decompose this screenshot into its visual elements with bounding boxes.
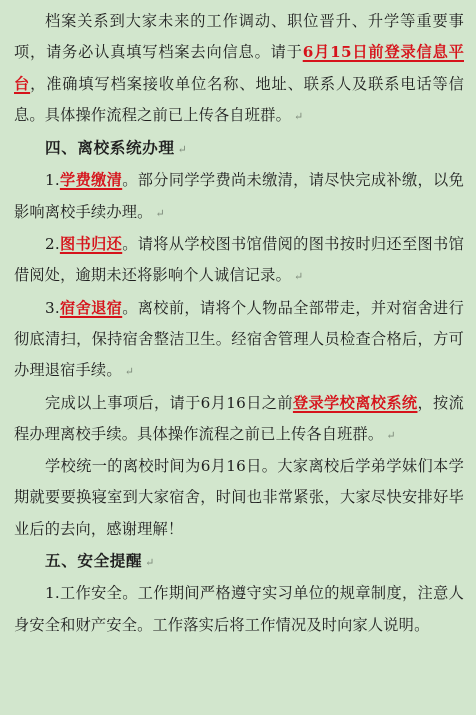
item-library [14,229,464,293]
paragraph-mark-icon: ↵ [386,428,396,442]
tuition-highlight: 学费缴清 [59,171,123,190]
item-text: 。离校前，请将个人物品全部带走，并对宿舍进行彻底清扫，保持宿舍整洁卫生。经宿舍管理人员检查合格后，方可办理退宿手续。 [14,298,464,380]
paragraph-mark-icon: ↵ [177,143,188,157]
paragraph-mark-icon: ↵ [293,109,304,123]
archive-deadline-highlight: 6月15日前登录信息平台 [14,43,464,93]
leaving-time-paragraph [14,451,464,545]
section-heading-leaving-system: 四、离校系统办理 ↵ [45,138,188,158]
item-text: 。部分同学学费尚未缴清，请尽快完成补缴，以免影响离校手续办理。 [14,171,464,221]
complete-text-end: ，按流程办理离校手续。具体操作流程之前已上传各自班群。 [14,393,465,443]
library-highlight: 图书归还 [59,235,123,254]
section-heading-safety: 五、安全提醒 ↵ [45,551,155,571]
leaving-system-highlight: 登录学校离校系统 [292,393,418,412]
archive-text-end: ，准确填写档案接收单位名称、地址、联系人及联系电话等信息。具体操作流程之前已上传各自班群。 [14,74,465,124]
safety-item-work [14,578,464,641]
item-number: 2. [45,235,60,254]
leaving-time-text: 学校统一的离校时间为6月16日。大家离校后学弟学妹们本学期就要要换寝室到大家宿舍，时间也非常紧张，大家尽快安排好毕业后的去向，感谢理解！ [14,457,464,538]
item-number: 1. [45,171,60,190]
paragraph-mark-icon: ↵ [155,206,165,220]
complete-paragraph [14,388,464,452]
item-number: 3. [45,298,60,317]
item-text: 工作安全。工作期间严格遵守实习单位的规章制度，注意人身安全和财产安全。工作落实后将工作情况及时向家人说明。 [14,584,464,634]
complete-text-start: 完成以上事项后，请于6月16日之前 [45,393,293,412]
paragraph-mark-icon: ↵ [293,270,304,284]
archive-text-start: 档案关系到大家未来的工作调动、职位晋升、升学等重要事项，请务必认真填写档案去向信息。请于 [14,12,464,62]
paragraph-mark-icon: ↵ [145,556,155,570]
archive-paragraph [14,6,464,132]
item-number: 1. [45,584,60,603]
item-tuition [14,165,464,229]
paragraph-mark-icon: ↵ [124,365,135,379]
item-text: 。请将从学校图书馆借阅的图书按时归还至图书馆借阅处，逾期未还将影响个人诚信记录。 [14,235,464,285]
dormitory-highlight: 宿舍退宿 [59,298,123,317]
item-dormitory [14,293,464,388]
